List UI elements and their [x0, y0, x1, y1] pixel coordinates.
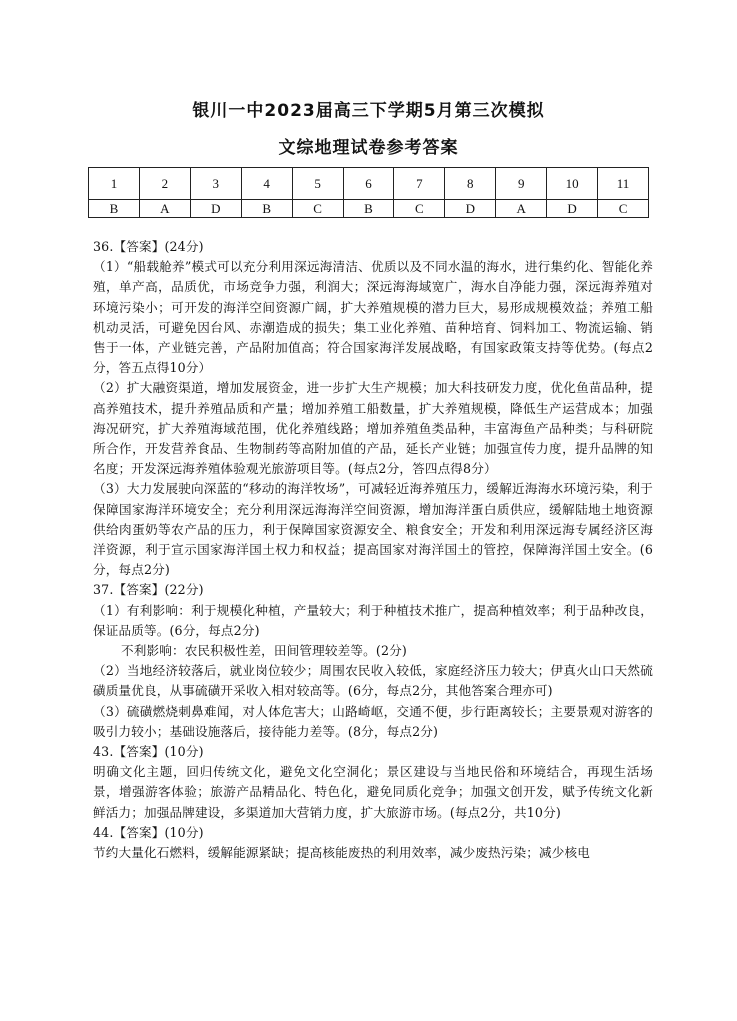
question-number-cell: 8: [445, 168, 496, 200]
question-number-cell: 2: [139, 168, 190, 200]
answer-cell: A: [139, 200, 190, 218]
answer-cell: C: [394, 200, 445, 218]
q43-answer: 明确文化主题，回归传统文化，避免文化空洞化；景区建设与当地民俗和环境结合，再现生活场景，增强游客体验；旅游产品精品化、特色化，避免同质化竞争；加强文创开发，赋予传统文化新鲜活力；加强品牌建设，多渠道加大营销力度，扩大旅游市场。(每点2分，共10分): [93, 764, 653, 820]
question-number-cell: 5: [292, 168, 343, 200]
q37-part2: （2）当地经济较落后，就业岗位较少；周围农民收入较低，家庭经济压力较大；伊真火山口天然硫磺质量优良，从事硫磺开采收入相对较高等。(6分，每点2分，其他答案合理亦可): [93, 663, 653, 699]
q37-heading: 37.【答案】(22分): [93, 582, 204, 598]
page-title: 银川一中2023届高三下学期5月第三次模拟: [192, 101, 545, 121]
answer-table: [88, 167, 649, 218]
question-number-cell: 9: [496, 168, 547, 200]
question-number-cell: 6: [343, 168, 394, 200]
question-number-cell: 11: [598, 168, 649, 200]
q37-part1-negative: 不利影响：农民积极性差，田间管理较差等。(2分): [121, 643, 407, 659]
question-number-cell: 10: [547, 168, 598, 200]
q36-part3: （3）大力发展驶向深蓝的“移动的海洋牧场”，可减轻近海养殖压力，缓解近海海水环境污染，利于保障国家海洋环境安全；充分利用深远海海洋空间资源，增加海洋蛋白质供应，缓解陆地土地资源供给肉蛋奶等农产品的压力，利于保障国家资源安全、粮食安全；开发和利用深远海专属经济区海洋资源，利于宣示国家海洋国土权力和权益；提高国家对海洋国土的管控，保障海洋国土安全。(6分，每点2分): [93, 481, 653, 578]
q36-part1: （1）“船载舱养”模式可以充分利用深远海清洁、优质以及不同水温的海水，进行集约化、智能化养殖，单产高，品质优，市场竞争力强，利润大；深远海海域宽广，海水自净能力强，深远海养殖对环境污染小；可开发的海洋空间资源广阔，扩大养殖规模的潜力巨大，易形成规模效益；养殖工船机动灵活，可避免因台风、赤潮造成的损失；集工业化养殖、苗种培育、饲料加工、物流运输、销售于一体，产业链完善，产品附加值高；符合国家海洋发展战略，有国家政策支持等优势。(每点2分，答五点得10分）: [93, 259, 653, 376]
question-number-cell: 4: [241, 168, 292, 200]
answer-cell: A: [496, 200, 547, 218]
answer-row: [89, 200, 649, 218]
question-number-cell: 1: [89, 168, 140, 200]
answer-content: [93, 237, 653, 863]
answer-cell: B: [241, 200, 292, 218]
q36-part2: （2）扩大融资渠道，增加发展资金，进一步扩大生产规模；加大科技研发力度，优化鱼苗品种，提高养殖技术，提升养殖品质和产量；增加养殖工船数量，扩大养殖规模，降低生产运营成本；加强海况研究，扩大养殖海域范围，优化养殖线路；增加养殖鱼类品种，丰富海鱼产品种类；与科研院所合作，开发营养食品、生物制药等高附加值的产品，延长产业链；加强宣传力度，提升品牌的知名度；开发深远海养殖体验观光旅游项目等。(每点2分，答四点得8分）: [93, 380, 653, 477]
q37-part1: （1）有利影响：利于规模化种植，产量较大；利于种植技术推广，提高种植效率；利于品种改良，保证品质等。(6分，每点2分): [93, 602, 653, 638]
answer-cell: C: [598, 200, 649, 218]
q44-heading: 44.【答案】(10分): [93, 824, 204, 840]
q36-heading: 36.【答案】(24分): [93, 239, 204, 254]
question-number-cell: 7: [394, 168, 445, 200]
page-subtitle: 文综地理试卷参考答案: [278, 138, 459, 158]
question-number-cell: 3: [190, 168, 241, 200]
q37-part3: （3）硫磺燃烧刺鼻难闻，对人体危害大；山路崎岖，交通不便，步行距离较长；主要景观对游客的吸引力较小；基础设施落后，接待能力差等。(8分，每点2分): [93, 703, 653, 739]
answer-cell: B: [343, 200, 394, 218]
q43-heading: 43.【答案】(10分): [93, 744, 204, 760]
answer-cell: C: [292, 200, 343, 218]
answer-cell: D: [445, 200, 496, 218]
answer-cell: D: [190, 200, 241, 218]
question-number-row: [89, 168, 649, 200]
q44-answer: 节约大量化石燃料，缓解能源紧缺；提高核能废热的利用效率，减少废热污染；减少核电: [93, 845, 591, 861]
answer-cell: D: [547, 200, 598, 218]
answer-cell: B: [89, 200, 140, 218]
